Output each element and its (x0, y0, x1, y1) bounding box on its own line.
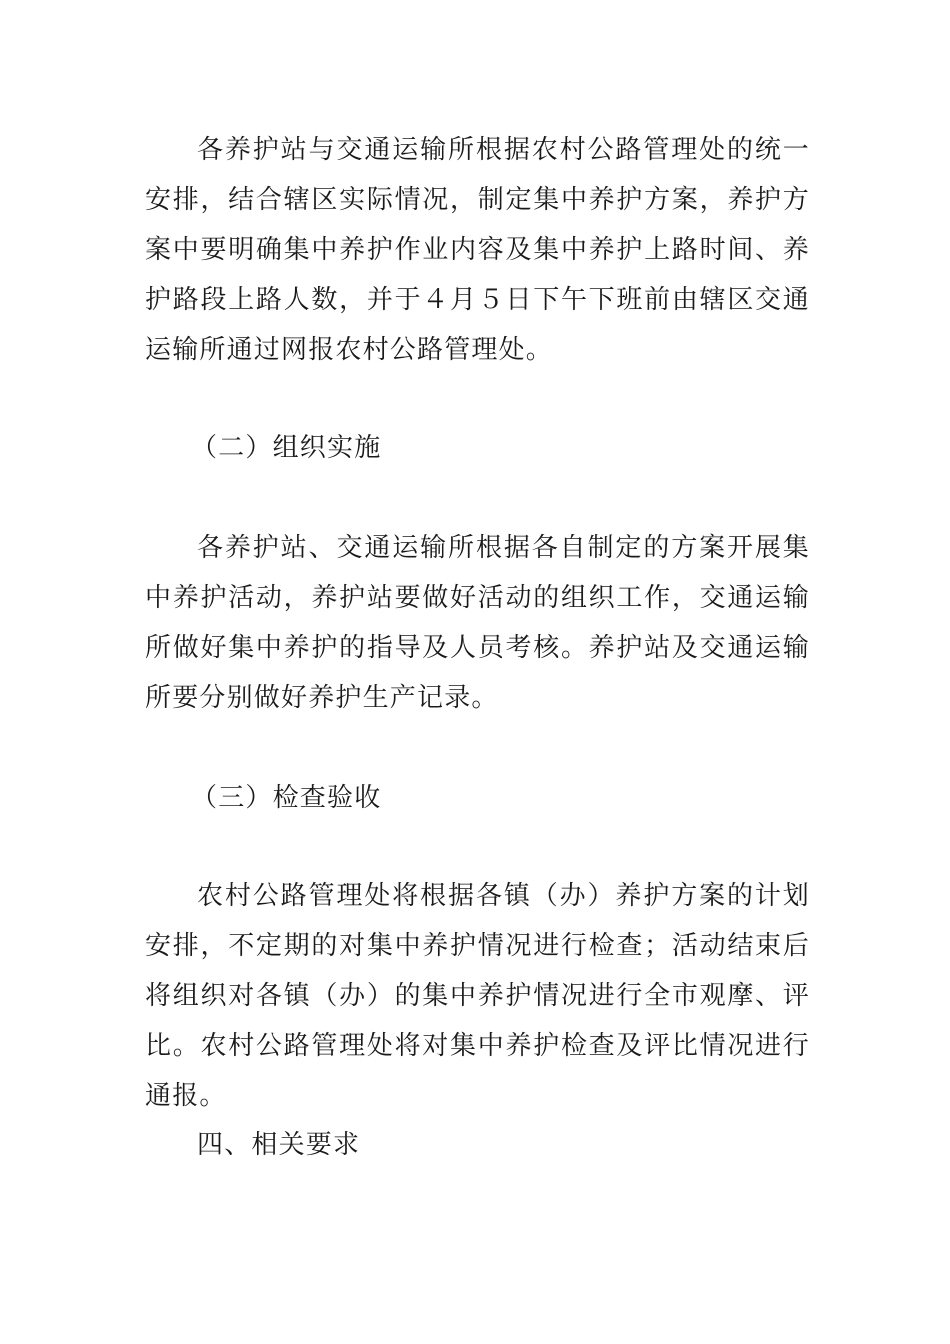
section-heading-inspection: （三）检查验收 (191, 783, 382, 813)
paragraph-inspection: 农村公路管理处将根据各镇（办）养护方案的计划安排，不定期的对集中养护情况进行检查；活动结束后将组织对各镇（办）的集中养护情况进行全市观摩、评比。农村公路管理处将对集中养护检查及评比情况进行通报。 (145, 881, 810, 1111)
section-heading-implementation: （二）组织实施 (191, 433, 382, 463)
section-heading-requirements: 四、相关要求 (197, 1130, 361, 1160)
paragraph-implementation: 各养护站、交通运输所根据各自制定的方案开展集中养护活动，养护站要做好活动的组织工作，交通运输所做好集中养护的指导及人员考核。养护站及交通运输所要分别做好养护生产记录。 (145, 533, 810, 713)
paragraph-plan-submission: 各养护站与交通运输所根据农村公路管理处的统一安排，结合辖区实际情况，制定集中养护方案，养护方案中要明确集中养护作业内容及集中养护上路时间、养护路段上路人数，并于４月５日下午下班前由辖区交通运输所通过网报农村公路管理处。 (145, 135, 810, 365)
